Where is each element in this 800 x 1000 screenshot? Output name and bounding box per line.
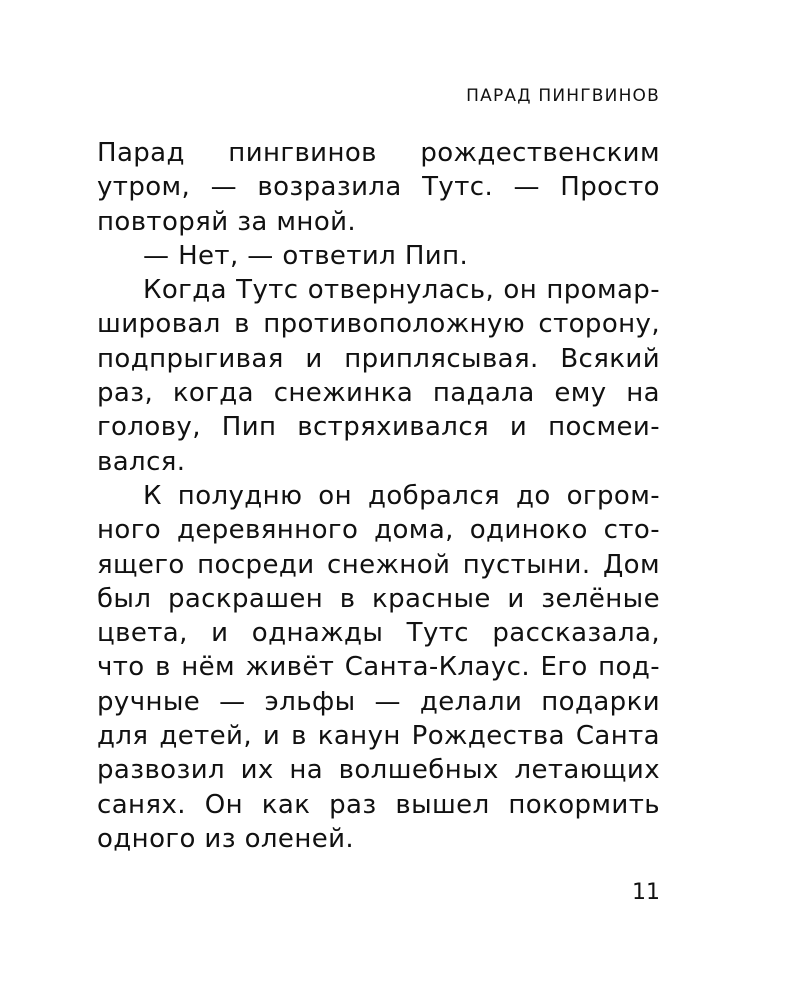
text-line: цвета, и однажды Тутс рассказала,	[97, 618, 660, 649]
body-text	[97, 136, 660, 856]
text-line: Парад пингвинов рождественским	[97, 138, 660, 168]
text-line: ручные — эльфы — делали подарки	[97, 686, 660, 717]
text-line: голову, Пип встряхивался и посмеи-	[97, 412, 660, 443]
text-line: утром, — возразила Тутс. — Просто	[97, 172, 660, 203]
text-line: раз, когда снежинка падала ему на	[97, 378, 660, 409]
text-line: Когда Тутс отвернулась, он промар-	[143, 275, 660, 306]
running-head: ПАРАД ПИНГВИНОВ	[466, 86, 660, 106]
text-line: — Нет, — ответил Пип.	[143, 240, 469, 271]
text-line: К полудню он добрался до огром-	[143, 480, 660, 511]
text-line: ного деревянного дома, одиноко сто-	[97, 515, 660, 546]
page-number: 11	[632, 880, 660, 905]
text-line: шировал в противоположную сторону,	[97, 309, 660, 340]
text-line: развозил их на волшебных летающих	[97, 755, 660, 786]
text-line: подпрыгивая и приплясывая. Всякий	[97, 343, 660, 374]
text-line: повторяй за мной.	[97, 206, 357, 237]
text-line: одного из оленей.	[97, 823, 355, 854]
text-line: что в нём живёт Санта-Клаус. Его под-	[97, 652, 660, 683]
text-line: ящего посреди снежной пустыни. Дом	[97, 549, 660, 580]
text-line: вался.	[97, 446, 186, 477]
text-line: для детей, и в канун Рождества Санта	[97, 721, 660, 752]
text-line: санях. Он как раз вышел покормить	[97, 789, 660, 820]
text-line: был раскрашен в красные и зелёные	[97, 583, 660, 614]
